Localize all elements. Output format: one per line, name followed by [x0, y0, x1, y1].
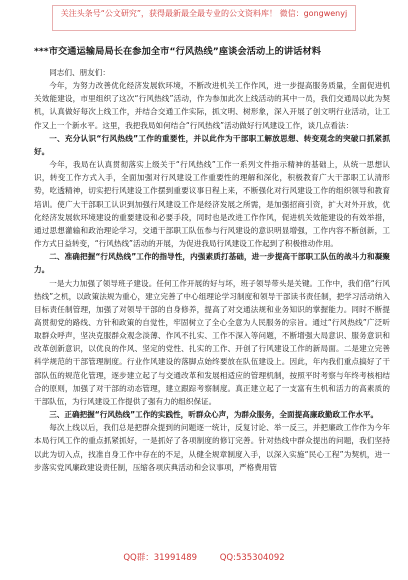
- page-title: ***市交通运输局局长在参加全市“行风热线”座谈会活动上的讲话材料: [34, 46, 322, 57]
- section-heading-3: 三、正确把握“行风热线”工作的实践性，听群众心声，为群众服务，全面提高廉政勤政工作水平。: [49, 410, 379, 420]
- section-heading-2: 二、准确把握“行风热线”工作的指导性，内强素质打基础，进一步提高干部职工队伍的战斗力和凝聚力。: [34, 252, 390, 275]
- document-page: [34, 45, 390, 474]
- footer: [0, 551, 408, 563]
- top-banner: [0, 5, 408, 31]
- paragraph-1: 今年，为努力改善优化经济发展软环境，不断改进机关工作作风，进一步提高服务质量，全面促进机关效能建设，市里组织了这次“行风热线”活动，作为参加此次上线活动的其中一员，我们交通局以此为契机，认真做好每次上线工作，并结合交通工作实际，抓文明、树形象，深入开展了创文明行业活动，让工作又上一个新水平。这里，我把我局如何结合“行风热线”活动做好行风建设工作，谈几点看法：: [34, 81, 390, 130]
- paragraph-3: 一是大力加强了领导班子建设。任何工作开展的好与坏，班子领导带头是关键。工作中，我们借“行风热线”之机，以政策法规为重心，建立完善了中心组理论学习制度和领导干部读书责任制，把学习活动纳入目标责任制管理，加强了对领导干部的自身修养，提高了对交通法规和业务知识的掌握能力。同时不断提高贯彻党的路线、方针和政策的自觉性，牢固树立了全心全意为人民服务的宗旨。通过“行风热线”广泛听取群众呼声，坚决克服群众观念淡薄、作风不扎实、工作不深入等问题，不断增强大局意识、服务意识和改革创新意识，以优良的作风、坚定的党性、扎实的工作、开创了行风建设工作的新局面。二是建立完善科学规范的干部管理制度。行业作风建设的落脚点始终要放在队伍建设上。因此，年内我们重点搞好了干部队伍的规范化管理，逐步建立起了与交通改革和发展相适应的管理机制，按照平时考察与年终考核相结合的原则，加强了对干部的动态管理，建立跟踪考察制度。真正建立起了一支富有生机和活力的高素质的干部队伍，为行风建设工作提供了强有力的组织保证。: [34, 278, 390, 406]
- section-heading-1: 一、充分认识“行风热线”工作的重要性，并以此作为干部职工解放思想、转变观念的突破口抓紧抓好。: [34, 133, 390, 156]
- footer-qq-group: QQ群：31991489: [123, 553, 198, 563]
- paragraph-4: 每次上线以后，我们总是把群众提到的问题逐一统计，反复讨论、举一反三，并把廉政工作作为今年本局行风工作的重点抓紧抓好，一是抓好了各项制度的修订完善。针对热线中群众提出的问题，我们坚持以此为切入点，找准自身工作中存在的不足，从健全规章制度入手，以深入实施“民心工程”为契机，进一步落实党风廉政建设责任制，压缩各项庆典活动和会议事项，严格费用管: [34, 423, 390, 472]
- paragraph-2: 今年，我局在认真贯彻落实上级关于“行风热线”工作一系列文件指示精神的基础上，从统一思想认识，转变工作方式入手，全面加强对行风建设工作重要性的理解和深化，积极教育广大干部职工认清形势，吃透精神，切实把行风建设工作摆到重要议事日程上来，不断强化对行风建设工作的组织领导和教育培训。使广大干部职工认识到加强行风建设工作是经济发展之所需，是加强招商引资，扩大对外开放，优化经济发展软环境建设的重要建设和必要手段，同时也是改进工作作风，促进机关效能建设的有效举措，通过思想灌输和政治理论学习，交通干部职工队伍参与行风建设的意识明显增强，工作内容不断创新，工作方式日益转变，“行风热线”活动的开展，为促进我局行风建设工作起到了积极推动作用。: [34, 160, 390, 249]
- footer-qq: QQ:535304092: [219, 553, 285, 563]
- banner-text: 关注头条号“公文研究”，获得最新最全最专业的公文资料库！ 微信：gongwenyj: [52, 5, 356, 31]
- greeting: 同志们、朋友们：: [49, 68, 110, 77]
